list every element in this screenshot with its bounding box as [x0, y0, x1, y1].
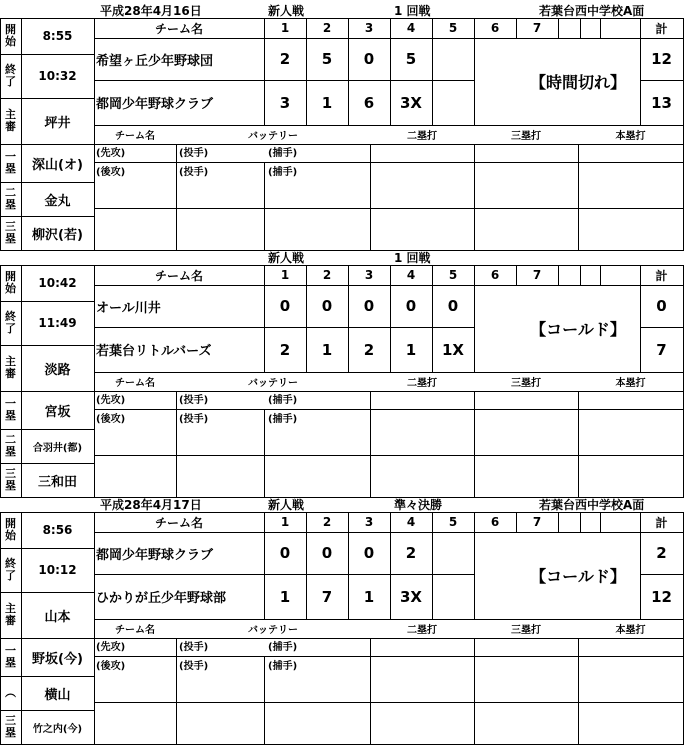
- bottom-team-label: (後攻): [96, 167, 126, 178]
- inning-header: 2: [322, 21, 332, 35]
- top-team-label: (先攻): [96, 148, 126, 159]
- side-label-char: 主: [5, 108, 16, 121]
- grid-line: [176, 144, 177, 251]
- side-label: [0, 638, 21, 676]
- end-time: 11:49: [38, 316, 77, 330]
- side-label-char: 一: [5, 397, 16, 410]
- inning-score: 0: [363, 297, 375, 315]
- grid-line: [683, 512, 684, 745]
- side-label: [0, 98, 21, 144]
- grid-line: [578, 144, 579, 251]
- grid-line: [558, 512, 559, 533]
- side-label-char: 塁: [5, 445, 16, 458]
- side-label-char: 了: [5, 75, 16, 88]
- game-result-note: 【コールド】: [530, 320, 626, 339]
- inning-header: 2: [322, 268, 332, 282]
- grid-line: [474, 144, 475, 251]
- stats-header: チーム名: [115, 625, 155, 636]
- inning-score: 1: [363, 587, 375, 606]
- inning-header: 4: [406, 515, 416, 529]
- grid-line: [370, 144, 371, 251]
- inning-score: [432, 38, 474, 80]
- inning-score: [432, 574, 474, 619]
- stats-header: バッテリー: [248, 625, 298, 636]
- stats-header: 三塁打: [511, 625, 541, 636]
- side-label-char: 審: [5, 614, 16, 627]
- second-base-umpire: 横山: [44, 687, 71, 703]
- game-date: 平成28年4月16日: [100, 4, 202, 18]
- inning-header: 7: [532, 268, 542, 282]
- side-label: [0, 429, 21, 463]
- catcher-label: (捕手): [268, 661, 298, 672]
- grid-line: [94, 162, 684, 163]
- team-name: 都岡少年野球クラブ: [96, 547, 214, 563]
- total-header: 計: [655, 21, 668, 36]
- side-label: [0, 18, 21, 54]
- side-label: [0, 265, 21, 301]
- venue-name: 若葉台西中学校A面: [539, 4, 645, 18]
- game-result-note: 【時間切れ】: [529, 73, 626, 92]
- top-team-label: (先攻): [96, 395, 126, 406]
- inning-score: 1X: [441, 340, 464, 359]
- inning-score: 0: [363, 544, 375, 562]
- stats-header: 本塁打: [615, 131, 646, 142]
- game-result-note: 【コールド】: [530, 567, 626, 586]
- inning-score: 1: [279, 587, 291, 606]
- stats-header: チーム名: [115, 131, 155, 142]
- side-label: [0, 548, 21, 592]
- grid-line: [264, 409, 265, 498]
- grid-line: [580, 512, 581, 533]
- grid-line: [176, 391, 177, 498]
- grid-line: [558, 265, 559, 286]
- inning-header: 5: [448, 21, 458, 35]
- pitcher-label: (投手): [179, 148, 209, 159]
- side-label-char: 開: [5, 270, 16, 283]
- tournament-name: 新人戦: [268, 251, 305, 265]
- round-name: 1 回戦: [394, 251, 431, 265]
- bottom-team-label: (後攻): [96, 414, 126, 425]
- catcher-label: (捕手): [268, 148, 298, 159]
- inning-header: 4: [406, 21, 416, 35]
- inning-score: 5: [405, 50, 417, 68]
- grid-line: [370, 638, 371, 745]
- side-label: [0, 54, 21, 98]
- side-label-char: 三: [5, 714, 16, 727]
- stats-header: 本塁打: [615, 625, 646, 636]
- inning-header: 7: [532, 515, 542, 529]
- first-base-umpire: 宮坂: [44, 404, 71, 420]
- grid-line: [578, 391, 579, 498]
- grid-line: [264, 656, 265, 745]
- inning-header: 6: [490, 21, 500, 35]
- game-date: 平成28年4月17日: [100, 498, 202, 512]
- team-name: オール川井: [96, 300, 161, 316]
- grid-line: [0, 250, 684, 251]
- inning-score: 0: [279, 297, 291, 315]
- pitcher-label: (投手): [179, 414, 209, 425]
- inning-score: 0: [321, 544, 333, 562]
- round-name: 1 回戦: [394, 4, 431, 18]
- catcher-label: (捕手): [268, 642, 298, 653]
- total-header: 計: [655, 268, 668, 283]
- team-name: 希望ヶ丘少年野球団: [96, 53, 214, 69]
- inning-score: 3: [279, 93, 291, 112]
- inning-score: 3X: [399, 93, 422, 112]
- grid-line: [474, 638, 475, 745]
- grid-line: [176, 638, 177, 745]
- grid-line: [558, 18, 559, 39]
- team-total: 12: [651, 50, 672, 68]
- side-label: [0, 144, 21, 182]
- grid-line: [474, 391, 475, 498]
- team-total: 13: [651, 93, 672, 112]
- inning-score: 1: [405, 340, 417, 359]
- stats-header: バッテリー: [248, 131, 298, 142]
- grid-line: [683, 265, 684, 498]
- stats-header: チーム名: [115, 378, 155, 389]
- side-label: [0, 301, 21, 345]
- grid-line: [580, 18, 581, 39]
- tournament-name: 新人戦: [268, 498, 305, 512]
- first-base-umpire: 野坂(今): [32, 651, 83, 667]
- grid-line: [370, 391, 371, 498]
- grid-line: [600, 512, 601, 533]
- grid-line: [600, 18, 601, 39]
- side-label-char: 塁: [5, 479, 16, 492]
- start-time: 10:42: [38, 276, 77, 290]
- grid-line: [580, 265, 581, 286]
- side-label-char: 開: [5, 517, 16, 530]
- tournament-name: 新人戦: [268, 4, 305, 18]
- start-time: 8:55: [42, 29, 73, 43]
- plate-umpire: 淡路: [44, 362, 71, 378]
- stats-header: 本塁打: [615, 378, 646, 389]
- side-label-char: 塁: [5, 726, 16, 739]
- side-label-char: 審: [5, 120, 16, 133]
- grid-line: [94, 208, 684, 209]
- inning-header: 1: [280, 268, 290, 282]
- inning-score: 1: [321, 340, 333, 359]
- grid-line: [94, 391, 684, 392]
- inning-score: 0: [363, 50, 375, 68]
- inning-score: 0: [447, 297, 459, 315]
- catcher-label: (捕手): [268, 167, 298, 178]
- side-label: [0, 710, 21, 744]
- side-label-char: 審: [5, 367, 16, 380]
- plate-umpire: 坪井: [44, 115, 71, 131]
- top-team-label: (先攻): [96, 642, 126, 653]
- inning-header: 5: [448, 268, 458, 282]
- stats-header: 二塁打: [407, 131, 437, 142]
- team-name: 若葉台リトルバーズ: [96, 344, 212, 359]
- catcher-label: (捕手): [268, 414, 298, 425]
- side-label-char: 三: [5, 467, 16, 480]
- inning-score: 0: [405, 297, 417, 315]
- side-label-char: 塁: [5, 232, 16, 245]
- third-base-umpire: 柳沢(若): [32, 227, 83, 243]
- inning-score: 6: [363, 93, 375, 112]
- inning-header: 3: [364, 21, 374, 35]
- grid-line: [94, 455, 684, 456]
- team-name: 都岡少年野球クラブ: [96, 97, 214, 112]
- inning-header: 3: [364, 268, 374, 282]
- inning-score: 7: [321, 587, 333, 606]
- catcher-label: (捕手): [268, 395, 298, 406]
- inning-score: 3X: [399, 587, 422, 606]
- inning-header: 6: [490, 515, 500, 529]
- inning-header: 5: [448, 515, 458, 529]
- side-label-char: 終: [5, 557, 16, 570]
- inning-score: [432, 80, 474, 125]
- inning-score: 1: [321, 93, 333, 112]
- inning-score: 2: [279, 340, 291, 359]
- inning-header: 6: [490, 268, 500, 282]
- stats-header: 二塁打: [407, 625, 437, 636]
- side-label-char: 塁: [5, 198, 16, 211]
- pitcher-label: (投手): [179, 167, 209, 178]
- team-header: チーム名: [154, 21, 203, 36]
- inning-score: 2: [279, 50, 291, 68]
- pitcher-label: (投手): [179, 395, 209, 406]
- side-label-char: 終: [5, 310, 16, 323]
- team-header: チーム名: [154, 515, 203, 530]
- third-base-umpire: 竹之内(今): [32, 723, 83, 735]
- side-label-char: 了: [5, 322, 16, 335]
- inning-header: 3: [364, 515, 374, 529]
- side-label-char: 二: [5, 186, 16, 199]
- inning-header: 1: [280, 515, 290, 529]
- side-label-char: 一: [5, 150, 16, 163]
- total-header: 計: [655, 515, 668, 530]
- first-base-umpire: 深山(オ): [32, 157, 83, 173]
- team-total: 2: [656, 544, 667, 562]
- side-label-char: 塁: [5, 162, 16, 175]
- team-name: ひかりが丘少年野球部: [96, 591, 227, 606]
- inning-score: [432, 532, 474, 574]
- side-label: [0, 463, 21, 497]
- side-label-char: 二: [5, 433, 16, 446]
- second-base-umpire: 金丸: [44, 193, 71, 209]
- second-base-umpire: 合羽井(都): [32, 442, 83, 454]
- inning-header: 7: [532, 21, 542, 35]
- stats-header: バッテリー: [248, 378, 298, 389]
- grid-line: [600, 265, 601, 286]
- plate-umpire: 山本: [44, 609, 71, 625]
- side-label-char: 塁: [5, 656, 16, 669]
- inning-score: 2: [363, 340, 375, 359]
- side-label: [0, 512, 21, 548]
- round-name: 準々決勝: [394, 498, 443, 512]
- side-label: [0, 391, 21, 429]
- side-label-char: 終: [5, 63, 16, 76]
- venue-name: 若葉台西中学校A面: [539, 498, 645, 512]
- pitcher-label: (投手): [179, 661, 209, 672]
- side-label-char: 主: [5, 355, 16, 368]
- third-base-umpire: 三和田: [37, 474, 77, 490]
- grid-line: [264, 162, 265, 251]
- side-label: [0, 345, 21, 391]
- side-label: [0, 216, 21, 250]
- side-label-char: 主: [5, 602, 16, 615]
- stats-header: 二塁打: [407, 378, 437, 389]
- end-time: 10:12: [38, 563, 77, 577]
- inning-score: 2: [405, 544, 417, 562]
- start-time: 8:56: [42, 523, 73, 537]
- side-label-char: 始: [5, 282, 16, 295]
- side-label-char: 一: [5, 644, 16, 657]
- side-label-char: 始: [5, 529, 16, 542]
- side-label: [0, 182, 21, 216]
- end-time: 10:32: [38, 69, 77, 83]
- team-header: チーム名: [154, 268, 203, 283]
- side-label: [0, 592, 21, 638]
- pitcher-label: (投手): [179, 642, 209, 653]
- side-label-char: 開: [5, 23, 16, 36]
- grid-line: [578, 638, 579, 745]
- inning-score: 0: [279, 544, 291, 562]
- team-total: 7: [656, 340, 667, 359]
- inning-header: 1: [280, 21, 290, 35]
- side-label-char: 三: [5, 220, 16, 233]
- stats-header: 三塁打: [511, 131, 541, 142]
- side-label-char: ︵: [5, 686, 16, 699]
- side-label-char: 塁: [5, 409, 16, 422]
- grid-line: [683, 18, 684, 251]
- team-total: 0: [656, 297, 667, 315]
- grid-line: [94, 638, 684, 639]
- inning-score: 0: [321, 297, 333, 315]
- bottom-team-label: (後攻): [96, 661, 126, 672]
- inning-score: 5: [321, 50, 333, 68]
- grid-line: [94, 656, 684, 657]
- inning-header: 2: [322, 515, 332, 529]
- grid-line: [94, 409, 684, 410]
- grid-line: [94, 702, 684, 703]
- grid-line: [94, 144, 684, 145]
- team-total: 12: [651, 587, 672, 606]
- side-label: [0, 676, 21, 710]
- side-label-char: 了: [5, 569, 16, 582]
- stats-header: 三塁打: [511, 378, 541, 389]
- side-label-char: 始: [5, 35, 16, 48]
- inning-header: 4: [406, 268, 416, 282]
